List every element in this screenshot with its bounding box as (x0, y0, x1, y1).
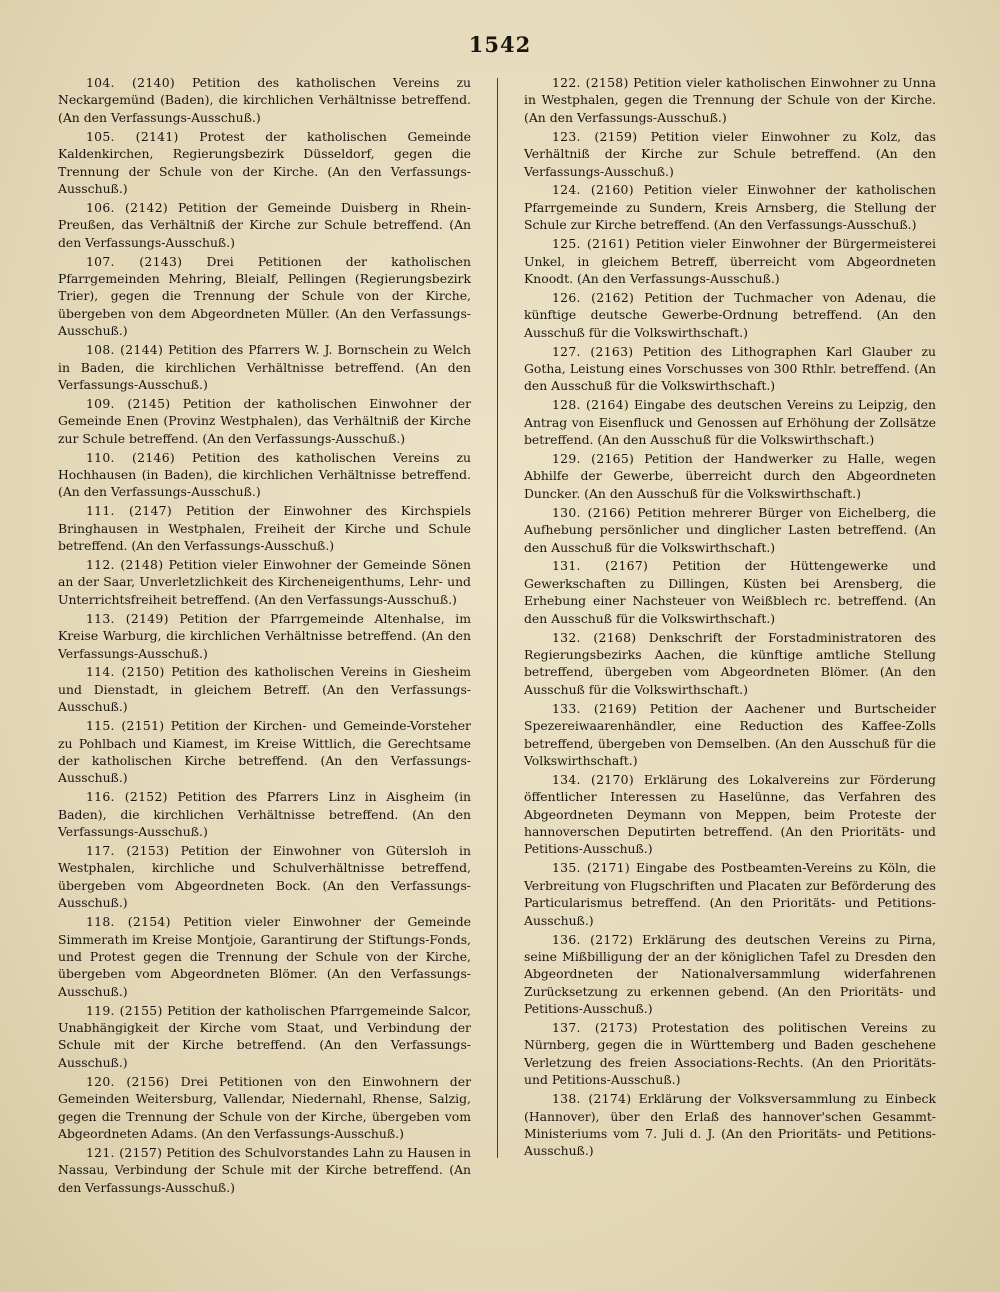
entry-number: 133. (2169) (552, 700, 637, 716)
entry-text: Petition der katholischen Pfarrgemeinde Salcor, Unabhängigkeit der Kirche vom Staat, und Verbindung der Schule mit der Kirche betreffend. (An den Verfassungs-Ausschuß.) (58, 1002, 471, 1070)
entry-text: Petition der Handwerker zu Halle, wegen Abhilfe der Gewerbe, überreicht durch den Abgeordneten Duncker. (An den Ausschuß für die Volkswirthschaft.) (524, 451, 936, 501)
petition-entry (524, 931, 936, 1018)
entry-text: Petition der Aachener und Burtscheider Spezereiwaarenhändler, eine Reduction des Kaffee-Zolls betreffend, übergeben von Demselben. (An den Ausschuß für die Volkswirthschaft.) (524, 700, 936, 768)
entry-text: Erklärung des deutschen Vereins zu Pirna, seine Mißbilligung der an der königlichen Tafel zu Dresden den Abgeordneten der Nationalversammlung widerfahrenen Zurücksetzung zu erkennen gebend. (An den Prioritäts- und Petitions-Ausschuß.) (524, 931, 936, 1017)
entry-text: Erklärung des Lokalvereins zur Förderung öffentlicher Interessen zu Haselünne, das Verfahren des Abgeordneten Deymann von Meppen, beim Proteste der hannoverschen Deputirten betreffend. (An den Prioritäts- und Petitions-Ausschuß.) (524, 771, 936, 857)
entry-number: 117. (2153) (86, 842, 170, 858)
entry-number: 130. (2166) (552, 504, 631, 520)
petition-entry (58, 663, 471, 715)
entry-number: 108. (2144) (86, 342, 164, 358)
entry-text: Eingabe des deutschen Vereins zu Leipzig, den Antrag von Eisenfluck und Genossen auf Erhöhung der Zollsätze betreffend. (An den Ausschuß für die Volkswirthschaft.) (524, 397, 936, 448)
petition-entry (524, 289, 936, 341)
entry-number: 135. (2171) (552, 860, 631, 876)
petition-entry (524, 557, 936, 627)
petition-entry (524, 700, 936, 770)
entry-number: 125. (2161) (552, 236, 630, 252)
entry-text: Petition des Lithographen Karl Glauber zu Gotha, Leistung eines Vorschusses von 300 Rthlr. betreffend. (An den Ausschuß für die Volkswirthschaft.) (524, 343, 936, 394)
petition-entry (524, 128, 936, 180)
petition-entry (58, 449, 471, 501)
petition-entry (524, 504, 936, 556)
petition-entry (58, 395, 471, 447)
petition-entry (58, 913, 471, 1000)
petition-entry (524, 181, 936, 233)
right-column (524, 74, 936, 1161)
entry-number: 111. (2147) (86, 503, 172, 519)
entry-number: 118. (2154) (86, 914, 171, 930)
entry-text: Erklärung der Volksversammlung zu Einbeck (Hannover), über den Erlaß des hannover'schen Gesammt-Ministeriums vom 7. Juli d. J. (An den Prioritäts- und Petitions-Ausschuß.) (524, 1091, 936, 1159)
entry-text: Petition vieler katholischen Einwohner zu Unna in Westphalen, gegen die Trennung der Schule von der Kirche. (An den Verfassungs-Ausschuß.) (524, 75, 937, 125)
entry-number: 127. (2163) (552, 343, 634, 359)
column-divider (497, 78, 498, 1158)
entry-text: Protest der katholischen Gemeinde Kaldenkirchen, Regierungsbezirk Düsseldorf, gegen die Trennung der Schule von der Kirche. (An den Verfassungs-Ausschuß.) (58, 128, 471, 196)
entry-text: Drei Petitionen der katholischen Pfarrgemeinden Mehring, Bleialf, Pellingen (Regierungsbezirk Trier), gegen die Trennung der Schule von der Kirche, übergeben von dem Abgeordneten Müller. (An den Verfassungs-Ausschuß.) (58, 253, 471, 339)
entry-number: 121. (2157) (86, 1144, 163, 1160)
entry-number: 131. (2167) (552, 558, 649, 574)
entry-text: Petition vieler Einwohner der Bürgermeisterei Unkel, in gleichem Betreff, überreicht vom Abgeordneten Knoodt. (An den Verfassungs-Ausschuß.) (524, 236, 936, 286)
entry-text: Denkschrift der Forstadministratoren des Regierungsbezirks Aachen, die künftige amtliche Stellung betreffend, übergeben vom Abgeordneten Blömer. (An den Ausschuß für die Volkswirthschaft.) (524, 629, 936, 697)
petition-entry (524, 629, 936, 699)
entry-text: Protestation des politischen Vereins zu Nürnberg, gegen die in Württemberg und Baden geschehene Verletzung des freien Associations-Rechts. (An den Prioritäts- und Petitions-Ausschuß.) (524, 1020, 936, 1088)
entry-text: Petition der Hüttengewerke und Gewerkschaften zu Dillingen, Küsten bei Arensberg, die Erhebung einer Nachsteuer von Weißblech rc. betreffend. (An den Ausschuß für die Volkswirthschaft.) (524, 558, 936, 626)
entry-text: Petition der katholischen Einwohner der Gemeinde Enen (Provinz Westphalen), das Verhältniß der Kirche zur Schule betreffend. (An den Verfassungs-Ausschuß.) (58, 395, 471, 446)
entry-text: Petition der Kirchen- und Gemeinde-Vorsteher zu Pohlbach und Kiamest, im Kreise Wittlich, die Gerechtsame der katholischen Kirche betreffend. (An den Verfassungs-Ausschuß.) (58, 718, 471, 786)
entry-number: 124. (2160) (552, 182, 634, 198)
entry-number: 138. (2174) (552, 1091, 632, 1107)
entry-text: Petition vieler Einwohner zu Kolz, das Verhältniß der Kirche zur Schule betreffend. (An den Verfassungs-Ausschuß.) (524, 128, 936, 179)
petition-entry (58, 1073, 471, 1143)
entry-number: 107. (2143) (86, 253, 183, 269)
petition-entry (58, 128, 471, 198)
entry-text: Petition der Einwohner des Kirchspiels Bringhausen in Westphalen, Freiheit der Kirche und Schule betreffend. (An den Verfassungs-Ausschuß.) (58, 503, 471, 554)
entry-text: Petition der Tuchmacher von Adenau, die künftige deutsche Gewerbe-Ordnung betreffend. (An den Ausschuß für die Volkswirthschaft.) (524, 289, 936, 340)
entry-number: 105. (2141) (86, 128, 179, 144)
petition-entry (58, 74, 471, 126)
entry-number: 120. (2156) (86, 1073, 170, 1089)
petition-entry (58, 502, 471, 554)
petition-entry (58, 610, 471, 662)
left-column (58, 74, 471, 1198)
entry-number: 114. (2150) (86, 664, 165, 680)
entry-text: Petition des katholischen Vereins zu Neckargemünd (Baden), die kirchlichen Verhältnisse betreffend. (An den Verfassungs-Ausschuß.) (58, 75, 471, 125)
entry-number: 110. (2146) (86, 449, 176, 465)
entry-text: Petition des Pfarrers Linz in Aisgheim (in Baden), die kirchlichen Verhältnisse betreffend. (An den Verfassungs-Ausschuß.) (58, 789, 472, 840)
entry-text: Petition des Pfarrers W. J. Bornschein zu Welch in Baden, die kirchlichen Verhältnisse betreffend. (An den Verfassungs-Ausschuß.) (58, 342, 471, 392)
petition-entry (58, 717, 471, 787)
entry-text: Eingabe des Postbeamten-Vereins zu Köln, die Verbreitung von Flugschriften und Placaten zur Beförderung des Particularismus betreffend. (An den Prioritäts- und Petitions-Ausschuß.) (524, 860, 937, 928)
petition-entry (524, 1019, 936, 1089)
entry-number: 128. (2164) (552, 397, 630, 413)
entry-text: Petition vieler Einwohner der Gemeinde Simmerath im Kreise Montjoie, Garantirung der Stiftungs-Fonds, und Protest gegen die Trennung der Schule von der Kirche, übergeben vom Abgeordneten Blömer. (An den Verfassungs-Ausschuß.) (58, 914, 471, 999)
petition-entry (58, 341, 471, 393)
page-number: 1542 (468, 32, 532, 57)
entry-number: 132. (2168) (552, 629, 637, 645)
petition-entry (524, 235, 936, 287)
entry-number: 137. (2173) (552, 1020, 638, 1036)
entry-number: 106. (2142) (86, 199, 169, 215)
entry-text: Petition der Einwohner von Gütersloh in Westphalen, kirchliche und Schulverhältnisse betreffend, übergeben vom Abgeordneten Bock. (An den Verfassungs-Ausschuß.) (58, 842, 471, 911)
entry-text: Petition der Gemeinde Duisberg in Rhein-Preußen, das Verhältniß der Kirche zur Schule betreffend. (An den Verfassungs-Ausschuß.) (58, 199, 471, 250)
entry-number: 109. (2145) (86, 395, 171, 411)
petition-entry (58, 788, 471, 840)
entry-number: 104. (2140) (86, 75, 176, 90)
petition-entry (524, 74, 936, 126)
entry-text: Petition mehrerer Bürger von Eichelberg, die Aufhebung persönlicher und dinglicher Lasten betreffend. (An den Ausschuß für die Volkswirthschaft.) (524, 504, 936, 555)
petition-entry (524, 1090, 936, 1160)
entry-number: 129. (2165) (552, 451, 635, 467)
entry-text: Petition vieler Einwohner der Gemeinde Sönen an der Saar, Unverletzlichkeit des Kircheneigenthums, Lehr- und Unterrichtsfreiheit betreffend. (An den Verfassungs-Ausschuß.) (58, 556, 471, 607)
entry-number: 113. (2149) (86, 610, 169, 626)
entry-number: 116. (2152) (86, 789, 168, 805)
entry-text: Drei Petitionen von den Einwohnern der Gemeinden Weitersburg, Vallendar, Niedernahl, Rhense, Salzig, gegen die Trennung der Schule von der Kirche, übergeben vom Abgeordneten Adams. (An den Verfassungs-Ausschuß.) (58, 1073, 471, 1141)
entry-number: 136. (2172) (552, 931, 634, 947)
entry-number: 122. (2158) (552, 75, 629, 90)
entry-text: Petition der Pfarrgemeinde Altenhalse, im Kreise Warburg, die kirchlichen Verhältnisse betreffend. (An den Verfassungs-Ausschuß.) (58, 610, 471, 661)
petition-entry (58, 253, 471, 340)
petition-entry (58, 199, 471, 251)
petition-entry (58, 1144, 471, 1196)
petition-entry (58, 1002, 471, 1072)
entry-text: Petition des Schulvorstandes Lahn zu Hausen in Nassau, Verbindung der Schule mit der Kirche betreffend. (An den Verfassungs-Ausschuß.) (58, 1144, 471, 1195)
entry-text: Petition vieler Einwohner der katholischen Pfarrgemeinde zu Sundern, Kreis Arnsberg, die Stellung der Schule zur Kirche betreffend. (An den Verfassungs-Ausschuß.) (524, 182, 936, 233)
entry-number: 123. (2159) (552, 128, 638, 144)
entry-number: 119. (2155) (86, 1002, 163, 1018)
entry-text: Petition des katholischen Vereins in Giesheim und Dienstadt, in gleichem Betreff. (An den Verfassungs-Ausschuß.) (58, 664, 471, 715)
petition-entry (58, 556, 471, 608)
petition-entry (58, 842, 471, 912)
entry-number: 112. (2148) (86, 556, 164, 572)
petition-entry (524, 343, 936, 395)
entry-number: 134. (2170) (552, 771, 634, 787)
petition-entry (524, 396, 936, 448)
petition-entry (524, 771, 936, 858)
entry-number: 126. (2162) (552, 289, 635, 305)
petition-entry (524, 859, 936, 929)
entry-text: Petition des katholischen Vereins zu Hochhausen (in Baden), die kirchlichen Verhältnisse betreffend. (An den Verfassungs-Ausschuß.) (58, 449, 471, 500)
entry-number: 115. (2151) (86, 718, 165, 734)
petition-entry (524, 450, 936, 502)
